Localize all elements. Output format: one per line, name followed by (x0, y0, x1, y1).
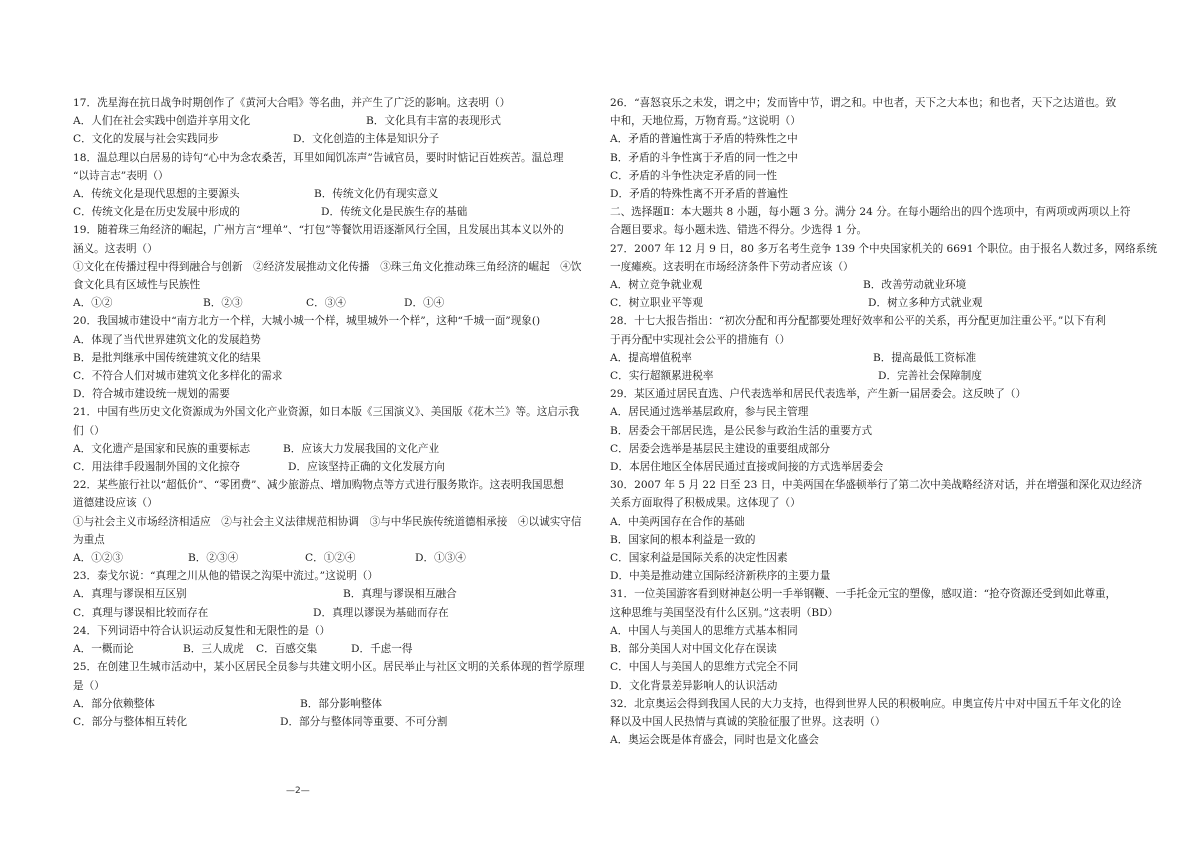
page-number: —2— (286, 786, 310, 796)
section-instructions: 二、选择题Ⅱ：本大题共 8 小题，每小题 3 分。满分 24 分。在每小题给出的四个选项中，有两项或两项以上符 (610, 206, 1131, 219)
question-25 (73, 658, 589, 731)
options-row (73, 440, 589, 458)
question-stem: 29．某区通过居民直选、户代表选举和居民代表选举，产生新一届居委会。这反映了（） (610, 388, 1027, 401)
section-heading (610, 203, 1142, 239)
question-17 (73, 94, 589, 149)
option-b: B．应该大力发展我国的文化产业 (283, 442, 440, 455)
option-d: D．符合城市建设统一规划的需要 (73, 388, 230, 401)
option-b: B．②③ (203, 297, 243, 310)
question-stem: 19．随着珠三角经济的崛起，广州方言“埋单”、“打包”等餐饮用语逐渐风行全国，且发展出其本义以外的 (73, 224, 564, 237)
left-column (73, 94, 589, 731)
options-row (73, 294, 589, 312)
option-a: A．一概而论 (73, 643, 134, 656)
option-c: C．国家利益是国际关系的决定性因素 (610, 552, 788, 565)
option-b: B．部分影响整体 (300, 697, 382, 710)
option-d: D．矛盾的特殊性离不开矛盾的普遍性 (610, 188, 788, 201)
option-d: D．真理以谬误为基础而存在 (313, 606, 449, 619)
option-d: D．文化背景差异影响人的认识活动 (610, 679, 778, 692)
question-stem: 32．北京奥运会得到我国人民的大力支持，也得到世界人民的积极响应。申奥宣传片中对中国五千年文化的诠 (610, 697, 1122, 710)
question-29 (610, 385, 1142, 476)
option-b: B．三人成虎 (183, 643, 244, 656)
option-a: A．树立竞争就业观 (610, 279, 703, 292)
options-row (73, 458, 589, 476)
option-b: B．文化具有丰富的表现形式 (366, 115, 501, 128)
options-row (610, 367, 1142, 385)
question-stem-cont: 中和，天地位焉，万物育焉。”这说明（） (610, 115, 801, 128)
question-stem-cont: 涵义。这表明（） (73, 242, 158, 255)
options-row (610, 294, 1142, 312)
options-row (73, 203, 589, 221)
option-c: C．真理与谬误相比较而存在 (73, 606, 209, 619)
question-20 (73, 312, 589, 403)
question-stem: 18．温总理以白居易的诗句“心中为念农桑苦，耳里如闻饥冻声”告诫官员，要时时惦记百姓疾苦。温总理 (73, 151, 564, 164)
option-a: A．真理与谬误相互区别 (73, 588, 187, 601)
question-stem-cont: 是（） (73, 679, 105, 692)
option-d: D．树立多种方式就业观 (868, 297, 983, 310)
option-d: D．完善社会保障制度 (878, 370, 982, 383)
option-d: D．①④ (404, 297, 445, 310)
option-d: D．应该坚持正确的文化发展方向 (288, 461, 445, 474)
option-d: D．①③④ (415, 552, 466, 565)
question-stem: 20．我国城市建设中“南方北方一个样，大城小城一个样，城里城外一个样”，这种“千城一面”现象() (73, 315, 541, 328)
option-d: D．中美是推动建立国际经济新秩序的主要力量 (610, 570, 831, 583)
option-a: A．人们在社会实践中创造并享用文化 (73, 115, 251, 128)
statement-options: ①文化在传播过程中得到融合与创新 ②经济发展推动文化传播 ③珠三角文化推动珠三角经济的崛起 ④饮 (73, 260, 582, 273)
option-c: C．矛盾的斗争性决定矛盾的同一性 (610, 169, 778, 182)
question-stem: 30．2007 年 5 月 22 日至 23 日，中美两国在华盛顿举行了第二次中美战略经济对话，并在增强和深化双边经济 (610, 479, 1143, 492)
option-a: A．传统文化是现代思想的主要源头 (73, 188, 240, 201)
option-b: B．是批判继承中国传统建筑文化的结果 (73, 351, 261, 364)
question-stem: 25．在创建卫生城市活动中，某小区居民全员参与共建文明小区。居民举止与社区文明的关系体现的哲学原理 (73, 661, 585, 674)
question-stem: 26．“喜怒哀乐之未发，谓之中；发而皆中节，谓之和。中也者，天下之大本也；和也者，天下之达道也。致 (610, 97, 1117, 109)
question-22 (73, 476, 589, 567)
option-a: A．①②③ (73, 552, 124, 565)
question-stem-cont: 这种思维与美国坚没有什么区别。”这表明（BD） (610, 606, 839, 619)
question-32 (610, 695, 1142, 750)
option-a: A．①② (73, 297, 113, 310)
options-row (73, 185, 589, 203)
option-b: B．部分美国人对中国文化存在误读 (610, 643, 777, 656)
statement-options-cont: 为重点 (73, 533, 105, 546)
option-d: D．传统文化是民族生存的基础 (321, 206, 468, 219)
options-row (73, 604, 589, 622)
question-31 (610, 585, 1142, 694)
option-d: D．千虑一得 (351, 643, 413, 656)
option-a: A．提高增值税率 (610, 351, 692, 364)
section-instructions-cont: 合题目要求。每小题未选、错选不得分。少选得 1 分。 (610, 224, 868, 237)
option-b: B．国家间的根本利益是一致的 (610, 533, 756, 546)
option-c: C．①②④ (305, 552, 356, 565)
options-row (73, 549, 589, 567)
option-c: C．③④ (306, 297, 346, 310)
question-stem: 28．十七大报告指出：“初次分配和再分配都要处理好效率和公平的关系，再分配更加注重公平。”以下有利 (610, 315, 1106, 328)
options-row (73, 130, 589, 148)
question-23 (73, 567, 589, 622)
question-stem-cont: 于再分配中实现社会公平的措施有（） (610, 333, 791, 346)
statement-options-cont: 食文化具有区域性与民族性 (73, 279, 201, 292)
option-c: C．中国人与美国人的思维方式完全不同 (610, 661, 799, 674)
option-b: B．改善劳动就业环境 (863, 279, 967, 292)
question-stem: 24．下列词语中符合认识运动反复性和无限性的是（） (73, 624, 331, 637)
question-stem-cont: 释以及中国人民热情与真诚的笑脸征服了世界。这表明（） (610, 715, 886, 728)
option-b: B．传统文化仍有现实意义 (314, 188, 439, 201)
option-d: D．部分与整体同等重要、不可分割 (280, 715, 448, 728)
option-d: D．本居住地区全体居民通过直接或间接的方式选举居委会 (610, 461, 884, 474)
option-b: B．提高最低工资标准 (873, 351, 977, 364)
options-row (610, 276, 1142, 294)
options-row (73, 640, 589, 658)
option-a: A．奥运会既是体育盛会，同时也是文化盛会 (610, 734, 819, 747)
option-b: B．②③④ (188, 552, 239, 565)
question-stem: 17．冼星海在抗日战争时期创作了《黄河大合唱》等名曲，并产生了广泛的影响。这表明（） (73, 97, 511, 109)
option-a: A．体现了当代世界建筑文化的发展趋势 (73, 333, 261, 346)
right-column (610, 94, 1157, 749)
option-c: C．百感交集 (256, 643, 318, 656)
question-27 (610, 240, 1157, 313)
question-21 (73, 403, 589, 476)
question-stem: 22．某些旅行社以“超低价”、“零团费”、减少旅游点、增加购物点等方式进行服务欺诈。这表明我国思想 (73, 479, 564, 492)
option-c: C．文化的发展与社会实践同步 (73, 133, 219, 146)
options-row (73, 713, 589, 731)
question-26 (610, 94, 1142, 203)
question-24 (73, 622, 589, 658)
option-c: C．部分与整体相互转化 (73, 715, 188, 728)
question-stem-cont: 道德建设应该（） (73, 497, 158, 510)
question-stem-cont: 们（） (73, 424, 105, 437)
question-30 (610, 476, 1142, 585)
option-d: D．文化创造的主体是知识分子 (293, 133, 440, 146)
options-row (73, 112, 589, 130)
question-stem-cont: 一度瘫痪。这表明在市场经济条件下劳动者应该（） (610, 260, 854, 273)
option-a: A．文化遗产是国家和民族的重要标志 (73, 442, 251, 455)
option-b: B．矛盾的斗争性寓于矛盾的同一性之中 (610, 151, 798, 164)
option-a: A．中国人与美国人的思维方式基本相同 (610, 624, 798, 637)
question-stem-cont: “以诗言志”表明（） (73, 169, 169, 182)
option-c: C．树立职业平等观 (610, 297, 703, 310)
option-a: A．部分依赖整体 (73, 697, 155, 710)
options-row (610, 349, 1142, 367)
question-18 (73, 149, 589, 222)
option-a: A．居民通过选举基层政府，参与民主管理 (610, 406, 809, 419)
option-c: C．用法律手段遏制外国的文化掠夺 (73, 461, 241, 474)
option-c: C．传统文化是在历史发展中形成的 (73, 206, 241, 219)
options-row (73, 585, 589, 603)
question-stem: 21．中国有些历史文化资源成为外国文化产业资源，如日本版《三国演义》、美国版《花木兰》等。这启示我 (73, 406, 580, 419)
question-stem: 31．一位美国游客看到财神赵公明一手举钢鞭、一手托金元宝的塑像，感叹道：“抢夺资源还受到如此尊重， (610, 588, 1117, 601)
question-stem: 23．泰戈尔说：“真理之川从他的错误之沟渠中流过。”这说明（） (73, 570, 379, 583)
option-c: C．实行超额累进税率 (610, 370, 714, 383)
option-b: B．居委会干部居民选，是公民参与政治生活的重要方式 (610, 424, 873, 437)
question-stem-cont: 关系方面取得了积极成果。这体现了（） (610, 497, 801, 510)
option-b: B．真理与谬误相互融合 (343, 588, 457, 601)
option-c: C．居委会选举是基层民主建设的重要组成部分 (610, 442, 830, 455)
option-a: A．中美两国存在合作的基础 (610, 515, 745, 528)
question-stem: 27．2007 年 12 月 9 日，80 多万名考生竞争 139 个中央国家机关的 6691 个职位。由于报名人数过多，网络系统 (610, 242, 1157, 255)
option-a: A．矛盾的普遍性寓于矛盾的特殊性之中 (610, 133, 798, 146)
question-28 (610, 312, 1142, 385)
options-row (73, 695, 589, 713)
option-c: C．不符合人们对城市建筑文化多样化的需求 (73, 370, 283, 383)
question-19 (73, 221, 589, 312)
statement-options: ①与社会主义市场经济相适应 ②与社会主义法律规范相协调 ③与中华民族传统道德相承接 ④以诚实守信 (73, 515, 582, 528)
